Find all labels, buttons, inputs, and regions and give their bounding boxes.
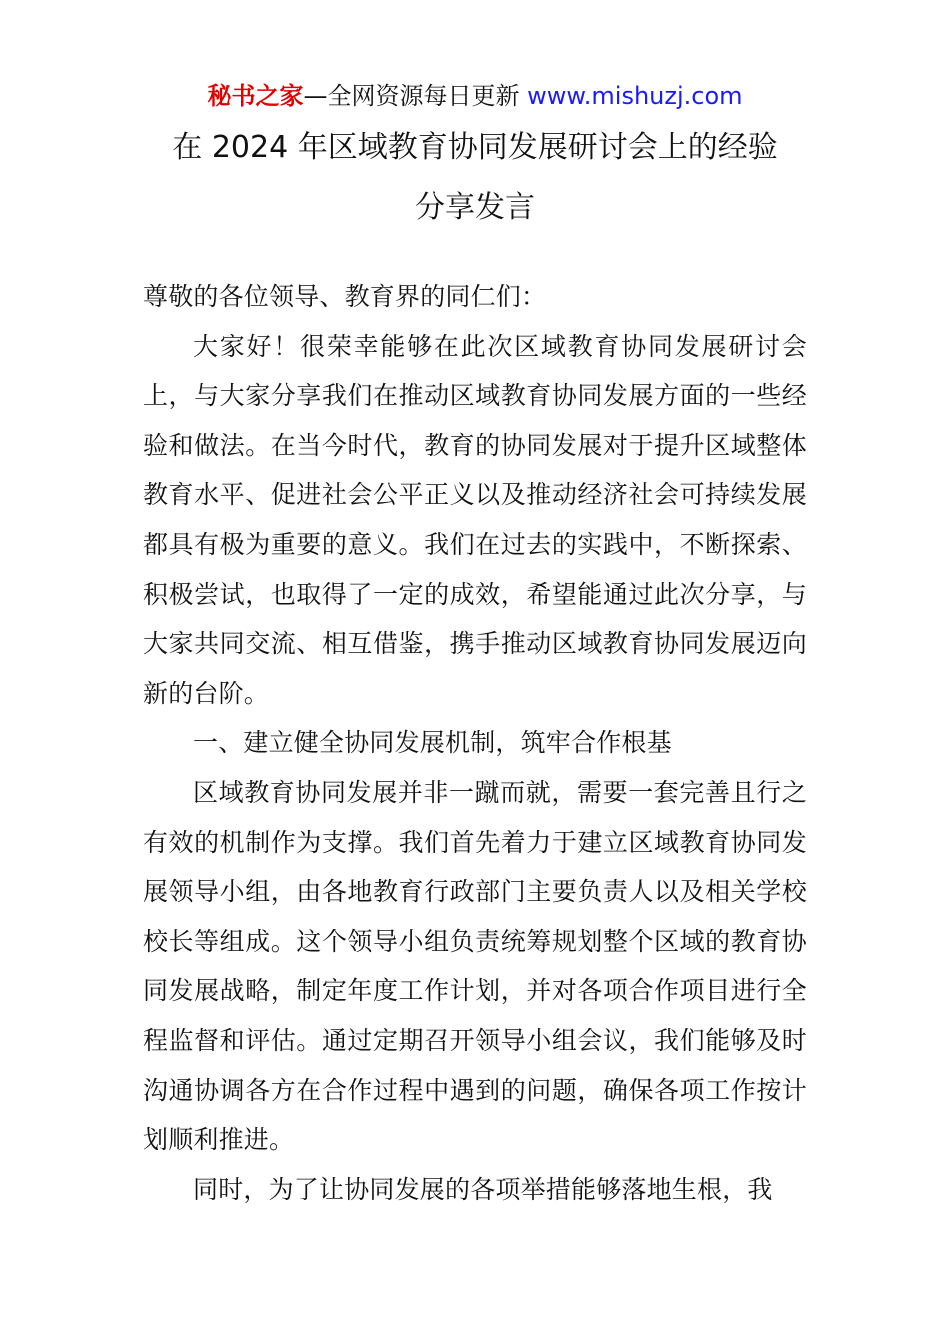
section-heading-1: 一、建立健全协同发展机制，筑牢合作根基 xyxy=(193,728,672,758)
document-title-line-1: 在 2024 年区域教育协同发展研讨会上的经验 xyxy=(172,130,778,165)
banner-site-url[interactable]: www.mishuzj.com xyxy=(527,82,743,110)
document-body xyxy=(143,272,807,1214)
paragraph-intro: 大家好！很荣幸能够在此次区域教育协同发展研讨会上，与大家分享我们在推动区域教育协同发展方面的一些经验和做法。在当今时代，教育的协同发展对于提升区域整体教育水平、促进社会公平正义以及推动经济社会可持续发展都具有极为重要的意义。我们在过去的实践中，不断探索、积极尝试，也取得了一定的成效，希望能通过此次分享，与大家共同交流、相互借鉴，携手推动区域教育协同发展迈向新的台阶。 xyxy=(143,331,807,708)
banner-brand: 秘书之家 xyxy=(207,82,304,110)
site-banner xyxy=(0,80,950,112)
salutation: 尊敬的各位领导、教育界的同仁们： xyxy=(143,282,547,311)
paragraph-mechanism: 区域教育协同发展并非一蹴而就，需要一套完善且行之有效的机制作为支撑。我们首先着力于建立区域教育协同发展领导小组，由各地教育行政部门主要负责人以及相关学校校长等组成。这个领导小组负责统筹规划整个区域的教育协同发展战略，制定年度工作计划，并对各项合作项目进行全程监督和评估。通过定期召开领导小组会议，我们能够及时沟通协调各方在合作过程中遇到的问题，确保各项工作按计划顺利推进。 xyxy=(143,777,807,1155)
document-title xyxy=(120,118,830,238)
banner-tagline: —全网资源每日更新 xyxy=(303,82,528,110)
paragraph-continued: 同时，为了让协同发展的各项举措能够落地生根，我 xyxy=(193,1174,773,1204)
document-title-line-2: 分享发言 xyxy=(415,190,535,225)
